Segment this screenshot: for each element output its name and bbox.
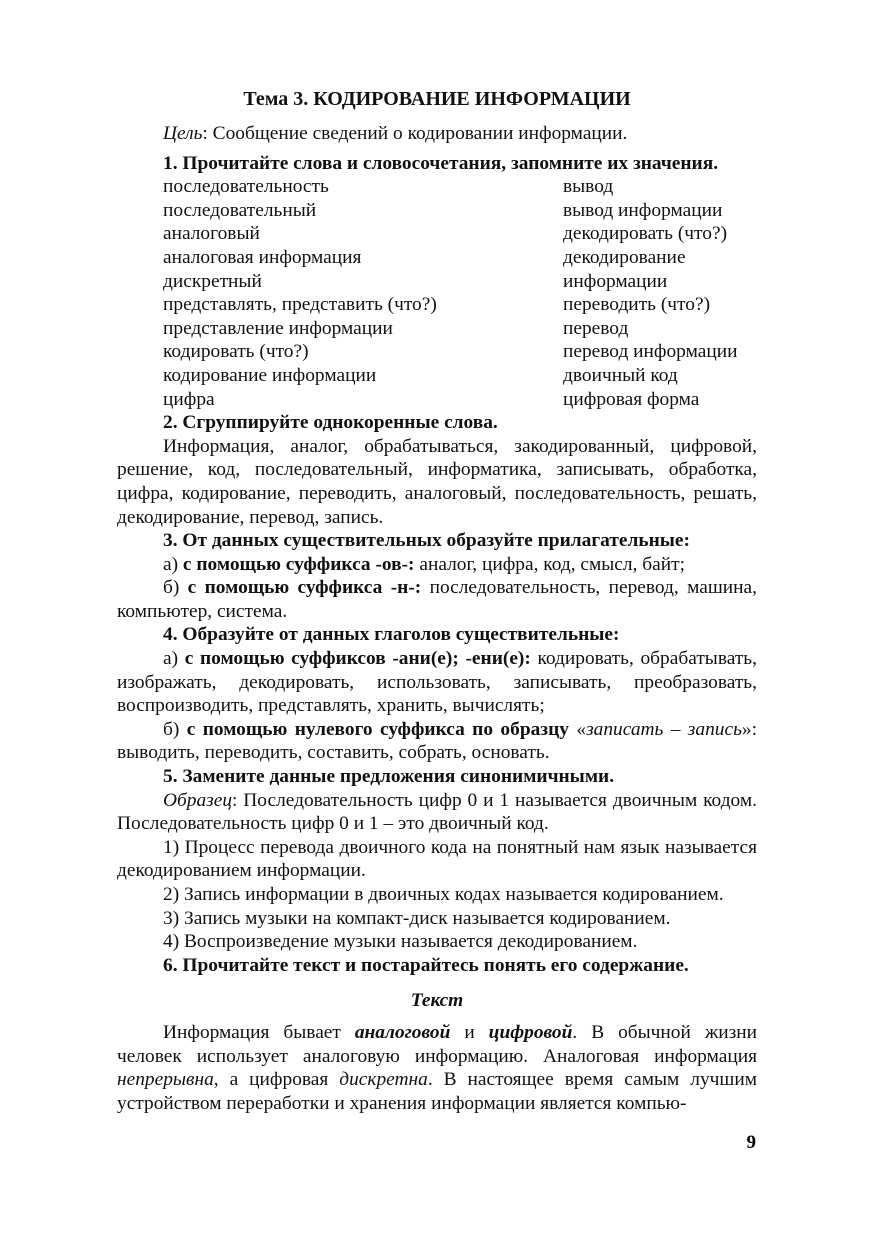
task6-heading: 6. Прочитайте текст и постарайтесь понять его содержание. [163,954,689,976]
goal-text: : Сообщение сведений о кодировании информации. [202,123,628,144]
task4-item-b [117,718,757,765]
task4-a-bold: с помощью суффиксов -ани(е); -ени(е): [184,648,531,670]
text-p1-a: Информация бывает [163,1021,355,1043]
task5-sample-text: : Последовательность цифр 0 и 1 называется двоичным кодом. Последовательность цифр 0 и 1 – это двоичный код. [117,789,757,835]
vocab-right-8: двоичный код [563,364,678,386]
task4-b-prefix: б) [163,718,187,740]
task4-a-text: кодировать, обрабатывать, изображать, декодировать, использовать, записывать, преобразовать, воспроизводить, представлять, хранить, вычислять; [117,648,757,717]
text-paragraph [117,1021,757,1115]
text-p1-c: и [450,1021,489,1043]
vocab-right-4: информации [563,270,668,292]
text-p1-d: цифровой [488,1021,573,1043]
text-p1-e: . В обычной жизни человек использует аналоговую информацию. Аналоговая информация [117,1021,758,1067]
vocab-right-5: переводить (что?) [563,294,711,316]
task3-b-bold: с помощью суффикса -н-: [187,577,422,599]
task3-b-text: последовательность, перевод, машина, компьютер, система. [117,577,758,622]
task5-sample [117,789,757,836]
task3-a-bold: с помощью суффикса -ов-: [182,553,415,575]
text-p1-b: аналоговой [354,1021,451,1043]
task3-a-prefix: а) [163,553,183,575]
text-p1-f: непрерывна [117,1069,214,1091]
vocab-left-6: представление информации [163,317,393,339]
task3-a-text: аналог, цифра, код, смысл, байт; [414,553,685,575]
page-content [117,86,757,1115]
goal-label: Цель [163,123,203,144]
vocab-right-3: декодирование [563,246,686,268]
task4-a-prefix: а) [163,648,185,670]
page-title: Тема 3. КОДИРОВАНИЕ ИНФОРМАЦИИ [243,88,631,110]
task2-heading: 2. Сгруппируйте однокоренные слова. [163,412,498,434]
goal-line [117,122,757,146]
vocab-right-6: перевод [563,317,629,339]
task3-b-prefix: б) [163,577,188,599]
task3-item-b [117,576,757,623]
vocab-left-4: дискретный [163,270,262,292]
vocab-left-0: последовательность [163,176,329,198]
task4-heading: 4. Образуйте от данных глаголов существительные: [163,624,620,646]
task4-b-quote: « [568,718,587,740]
task2-text: Информация, аналог, обрабатываться, закодированный, цифровой, решение, код, последовательный, информатика, записывать, обработка, цифра, кодирование, переводить, аналоговый, последовательность, решать, декодирование, перевод, запись. [117,435,757,528]
task4-b-text: »: выводить, переводить, составить, собрать, основать. [117,718,757,764]
task5-item-3: 3) Запись музыки на компакт-диск называется кодированием. [163,907,671,929]
vocab-left-5: представлять, представить (что?) [163,294,437,316]
text-p1-g: , а цифровая [213,1069,340,1091]
vocab-left-2: аналоговый [163,223,260,245]
vocab-left-1: последовательный [163,199,317,221]
vocab-left-8: кодирование информации [163,364,377,386]
task5-item-4: 4) Воспроизведение музыки называется декодированием. [163,931,638,953]
vocab-right-2: декодировать (что?) [563,223,728,245]
vocab-right-9: цифровая форма [563,388,700,410]
task5-heading: 5. Замените данные предложения синонимичными. [163,766,615,788]
page-number: 9 [746,1132,756,1153]
vocab-right-7: перевод информации [563,341,738,363]
task5-sample-label: Образец [163,789,233,811]
task5-item-1: 1) Процесс перевода двоичного кода на понятный нам язык называется декодированием информации. [117,836,757,882]
vocab-left-7: кодировать (что?) [163,341,309,363]
task4-item-a [117,647,757,718]
vocab-left-9: цифра [163,388,215,410]
vocab-right-0: вывод [563,176,614,198]
text-heading: Текст [410,990,464,1012]
task1-heading: 1. Прочитайте слова и словосочетания, запомните их значения. [163,152,719,174]
text-p1-i: . В настоящее время самым лучшим устройством переработки и хранения информации является компью- [117,1069,757,1114]
vocab-list [163,175,757,411]
vocab-right-1: вывод информации [563,199,723,221]
task4-b-bold: с помощью нулевого суффикса по образцу [186,718,569,740]
task3-heading: 3. От данных существительных образуйте прилагательные: [163,530,690,552]
task4-b-italic: записать – запись [586,718,742,740]
vocab-left-3: аналоговая информация [163,246,362,268]
task5-item-2: 2) Запись информации в двоичных кодах называется кодированием. [163,884,724,905]
text-p1-h: дискретна [339,1069,428,1091]
task3-item-a [117,553,757,577]
